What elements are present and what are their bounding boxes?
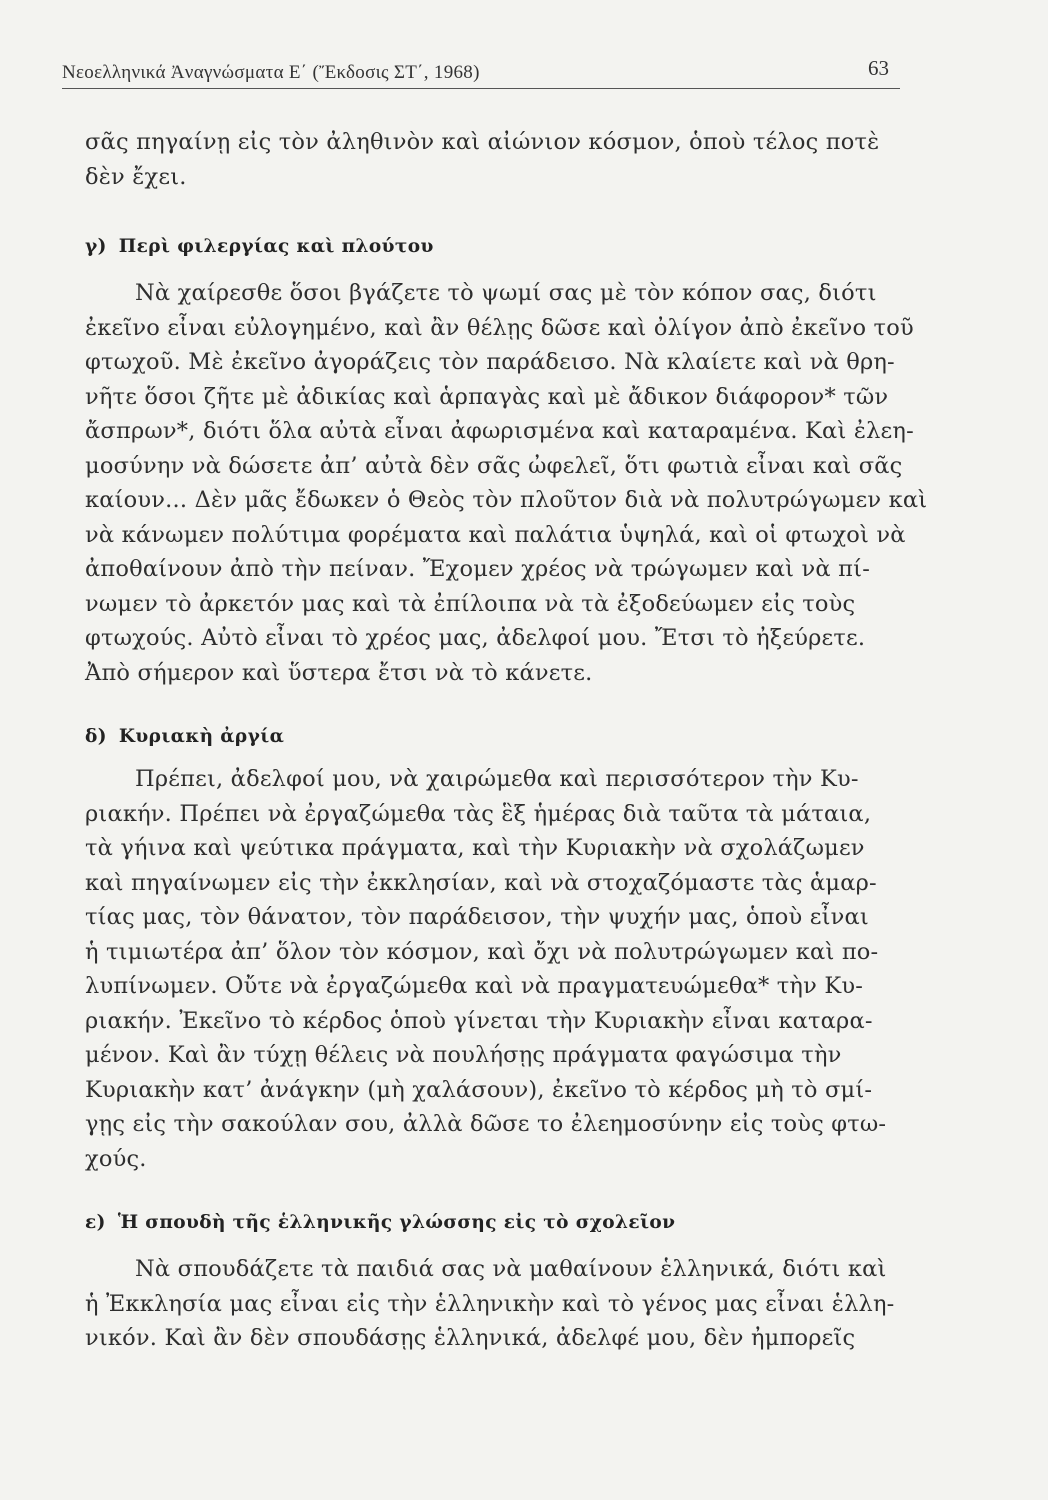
section-title: Κυριακὴ ἀργία	[118, 726, 285, 747]
header-rule	[62, 88, 900, 89]
section-heading-delta	[85, 726, 284, 747]
text-line: χούς.	[85, 1145, 147, 1172]
section-body-gamma	[85, 276, 945, 690]
text-line: νωμεν τὸ ἀρκετόν μας καὶ τὰ ἐπίλοιπα νὰ τὰ ἐξοδεύωμεν εἰς τοὺς	[85, 590, 856, 617]
text-line: νῆτε ὅσοι ζῆτε μὲ ἀδικίας καὶ ἁρπαγὰς καὶ μὲ ἄδικον διάφορον* τῶν	[85, 383, 889, 410]
text-line: ἡ Ἐκκλησία μας εἶναι εἰς τὴν ἑλληνικὴν καὶ τὸ γένος μας εἶναι ἑλλη-	[85, 1290, 895, 1317]
section-body-epsilon	[85, 1252, 945, 1356]
text-line: λυπίνωμεν. Οὔτε νὰ ἐργαζώμεθα καὶ νὰ πραγματευώμεθα* τὴν Κυ-	[85, 973, 864, 999]
section-title: Περὶ φιλεργίας καὶ πλούτου	[118, 236, 434, 257]
text-line: ριακήν. Ἐκεῖνο τὸ κέρδος ὁποὺ γίνεται τὴν Κυριακὴν εἶναι καταρα-	[85, 1007, 873, 1034]
text-line: Νὰ χαίρεσθε ὅσοι βγάζετε τὸ ψωμί σας μὲ τὸν κόπον σας, διότι	[135, 280, 877, 306]
text-line: τίας μας, τὸν θάνατον, τὸν παράδεισον, τὴν ψυχήν μας, ὁποὺ εἶναι	[85, 904, 869, 930]
text-line: νικόν. Καὶ ἂν δὲν σπουδάσῃς ἑλληνικά, ἀδελφέ μου, δὲν ἠμπορεῖς	[85, 1325, 856, 1351]
text-line: καίουν... Δὲν μᾶς ἔδωκεν ὁ Θεὸς τὸν πλοῦτον διὰ νὰ πολυτρώγωμεν καὶ	[85, 487, 928, 513]
text-line: δὲν ἔχει.	[85, 163, 187, 190]
text-line: μοσύνην νὰ δώσετε ἀπ’ αὐτὰ δὲν σᾶς ὠφελεῖ, ὅτι φωτιὰ εἶναι καὶ σᾶς	[85, 452, 903, 479]
text-line: ἀποθαίνουν ἀπὸ τὴν πείναν. Ἔχομεν χρέος νὰ τρώγωμεν καὶ νὰ πί-	[85, 556, 870, 582]
section-body-delta	[85, 762, 945, 1176]
text-line: σᾶς πηγαίνῃ εἰς τὸν ἀληθινὸν καὶ αἰώνιον κόσμον, ὁποὺ τέλος ποτὲ	[85, 129, 880, 155]
text-line: μένον. Καὶ ἂν τύχῃ θέλεις νὰ πουλήσῃς πράγματα φαγώσιμα τὴν	[85, 1042, 842, 1068]
text-line: νὰ κάνωμεν πολύτιμα φορέματα καὶ παλάτια ὑψηλά, καὶ οἱ φτωχοὶ νὰ	[85, 521, 906, 548]
text-line: γῃς εἰς τὴν σακούλαν σου, ἀλλὰ δῶσε το ἐλεημοσύνην εἰς τοὺς φτω-	[85, 1111, 887, 1137]
text-line: Νὰ σπουδάζετε τὰ παιδιά σας νὰ μαθαίνουν ἑλληνικά, διότι καὶ	[135, 1256, 887, 1282]
text-line: Ἀπὸ σήμερον καὶ ὕστερα ἔτσι νὰ τὸ κάνετε.	[85, 659, 593, 686]
text-line: ἐκεῖνο εἶναι εὐλογημένο, καὶ ἂν θέλῃς δῶσε καὶ ὀλίγον ἀπὸ ἐκεῖνο τοῦ	[85, 314, 914, 341]
text-line: καὶ πηγαίνωμεν εἰς τὴν ἐκκλησίαν, καὶ νὰ στοχαζόμαστε τὰς ἁμαρ-	[85, 869, 877, 896]
intro-paragraph	[85, 125, 945, 194]
text-line: φτωχούς. Αὐτὸ εἶναι τὸ χρέος μας, ἀδελφοί μου. Ἔτσι τὸ ἠξεύρετε.	[85, 625, 866, 651]
text-line: φτωχοῦ. Μὲ ἐκεῖνο ἀγοράζεις τὸν παράδεισο. Νὰ κλαίετε καὶ νὰ θρη-	[85, 349, 895, 375]
section-label: ε)	[85, 1212, 106, 1233]
section-heading-epsilon	[85, 1212, 675, 1233]
section-label: γ)	[85, 236, 107, 257]
text-line: τὰ γήινα καὶ ψεύτικα πράγματα, καὶ τὴν Κυριακὴν νὰ σχολάζωμεν	[85, 835, 865, 861]
page-number: 63	[868, 56, 889, 80]
text-line: Πρέπει, ἀδελφοί μου, νὰ χαιρώμεθα καὶ περισσότερον τὴν Κυ-	[135, 766, 859, 792]
section-heading-gamma	[85, 236, 434, 257]
text-line: Κυριακὴν κατ’ ἀνάγκην (μὴ χαλάσουν), ἐκεῖνο τὸ κέρδος μὴ τὸ σμί-	[85, 1076, 873, 1103]
section-label: δ)	[85, 726, 107, 747]
text-line: ἄσπρων*, διότι ὅλα αὐτὰ εἶναι ἀφωρισμένα καὶ καταραμένα. Καὶ ἐλεη-	[85, 418, 914, 444]
running-head: Νεοελληνικά Ἀναγνώσματα Ε΄ (Ἔκδοσις ΣΤ΄, 1968)	[62, 62, 480, 83]
text-line: ἡ τιμιωτέρα ἀπ’ ὅλον τὸν κόσμον, καὶ ὄχι νὰ πολυτρώγωμεν καὶ πο-	[85, 938, 879, 965]
text-line: ριακήν. Πρέπει νὰ ἐργαζώμεθα τὰς ἓξ ἡμέρας διὰ ταῦτα τὰ μάταια,	[85, 800, 872, 827]
section-title: Ἡ σπουδὴ τῆς ἑλληνικῆς γλώσσης εἰς τὸ σχολεῖον	[117, 1212, 676, 1233]
